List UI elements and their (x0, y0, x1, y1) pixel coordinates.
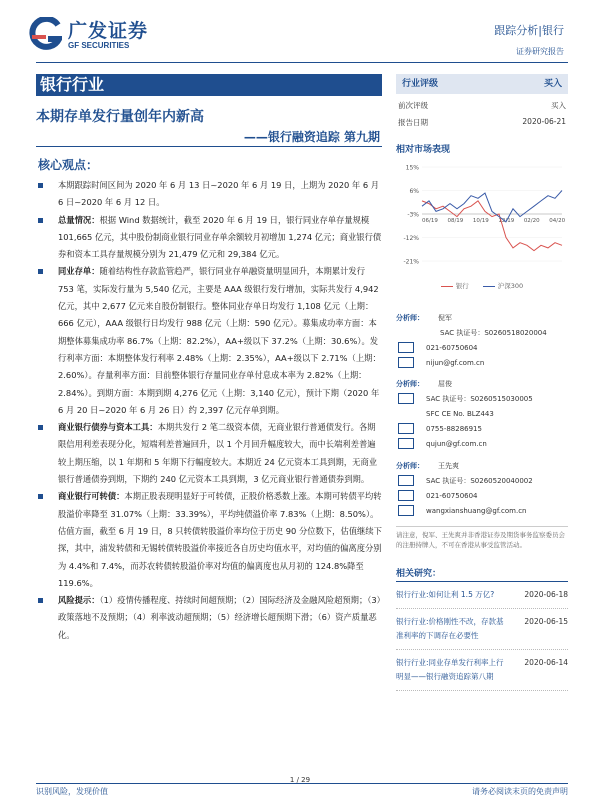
report-type: 跟踪分析|银行 (494, 24, 564, 37)
related-item-date: 2020-06-15 (524, 617, 568, 626)
report-title: 本期存单发行量创年内新高 (36, 109, 204, 125)
analyst-sac: SAC 执证号：S0260515030005 (426, 394, 533, 403)
y-tick-label: -21% (403, 258, 419, 266)
page-number: 1 / 29 (289, 776, 311, 784)
legend-label: 沪深300 (497, 282, 524, 290)
footer-slogan: 识别风险，发现价值 (36, 787, 108, 796)
key-points-heading: 核心观点： (38, 158, 99, 172)
legend-item-bank (441, 281, 469, 290)
related-title: 相关研究： (396, 566, 568, 582)
key-points-body (36, 177, 382, 644)
market-title: 相对市场表现 (396, 145, 451, 155)
page-header (0, 0, 600, 68)
analyst-cert: SFC CE No. BLZ443 (426, 409, 494, 418)
analyst-block (396, 376, 568, 451)
rating-bar (396, 74, 568, 94)
report-subtitle: 证券研究报告 (516, 47, 564, 56)
x-tick-label: 02/20 (523, 218, 540, 224)
prev-rating-value: 买入 (551, 101, 566, 110)
sidebar (396, 74, 568, 290)
report-series: ——银行融资追踪 第九期 (243, 130, 380, 144)
industry-banner: 银行行业 (36, 74, 382, 96)
email-icon (398, 357, 414, 368)
x-tick-label: 04/20 (549, 218, 566, 224)
header-divider (36, 62, 568, 63)
analyst-phone: 021-60750604 (426, 491, 478, 500)
paragraph (36, 419, 382, 488)
paragraph (36, 488, 382, 592)
x-tick-label: 06/19 (422, 218, 438, 224)
paragraph-text: 本期跟踪时间区间为 2020 年 6 月 13 日~2020 年 6 月 19 日，上期为 2020 年 6 月 6 日~2020 年 6 月 12 日。 (58, 180, 380, 208)
y-tick-label: 6% (409, 188, 419, 195)
analyst-name: 倪军 (438, 313, 452, 322)
related-item-title[interactable]: 银行行业:价格刚性不改，存款基准利率的下调存在必要性 (396, 617, 504, 640)
analyst-sac: SAC 执证号：S0260518020004 (440, 328, 547, 337)
report-date-label: 报告日期 (398, 118, 428, 127)
id-card-icon (398, 393, 414, 404)
related-item-title[interactable]: 银行行业:同业存单发行利率上行明显——银行融资追踪第八期 (396, 658, 504, 681)
bullet-icon (38, 425, 43, 430)
bullet-icon (38, 269, 43, 274)
footer-divider (36, 783, 568, 784)
paragraph (36, 177, 382, 212)
paragraph (36, 592, 382, 644)
paragraph-lead: 商业银行债券与资本工具： (58, 422, 158, 433)
footer-disclaimer: 请务必阅读末页的免责声明 (472, 787, 568, 796)
related-item[interactable] (396, 609, 568, 650)
gf-logo-icon (28, 17, 62, 51)
email-icon (398, 438, 414, 449)
y-tick-label: 15% (405, 164, 419, 172)
legend-item-hs300 (483, 281, 523, 290)
analyst-label: 分析师： (396, 461, 424, 470)
email-icon (398, 505, 414, 516)
gf-logo (28, 14, 168, 54)
related-item-date: 2020-06-14 (524, 658, 568, 667)
bullet-icon (38, 598, 43, 603)
prev-rating-label: 前次评级 (398, 101, 428, 110)
phone-icon (398, 423, 414, 434)
market-chart (396, 161, 568, 281)
analyst-block (396, 310, 568, 370)
rating-value: 买入 (543, 79, 562, 89)
analyst-phone: 0755-88286915 (426, 424, 482, 433)
related-research (396, 566, 568, 691)
paragraph-text: 本期共发行 2 笔二级资本债，无商业银行普通债发行。各期限信用利差表现分化，短端利差普遍回升，以 1 个月回升幅度较大，而中长端利差普遍较上期压缩，以 1 年期和 5 年期下行幅度较大。本期近 24 亿元资本工具到期，无商业银行普通债券到期，下期约 240 亿元资本工具到期，3 亿元商业银行普通债券到期。 (58, 422, 378, 485)
paragraph-lead: 总量情况： (58, 214, 100, 225)
phone-icon (398, 342, 414, 353)
x-tick-label: 08/19 (447, 218, 464, 224)
id-card-icon (398, 475, 414, 486)
paragraph-text: 本期正股表现明显好于可转债，正股价格悉数上涨。本期可转债平均转股溢价率降至 31.07%（上期：33.39%），平均纯债溢价率 7.83%（上期：8.50%）。估值方面，截至 6 月 19 日，8 只转债转股溢价率均位于历史 90 分位数下，估值继续下探，其中，浦发转债和无锡转债转股溢价率接近各自历史均值水平，对均值的偏离度分别为 4.4%和 7.4%，而苏农转债转股溢价率对均值的偏离度也从月初的 124.8%降至 119.6%。 (58, 491, 382, 588)
analyst-email[interactable]: qujun@gf.com.cn (426, 439, 487, 448)
x-tick-label: 12/19 (498, 218, 515, 224)
market-chart-svg (396, 161, 568, 271)
bullet-icon (38, 218, 43, 223)
y-tick-label: -3% (407, 211, 419, 219)
paragraph-lead: 同业存单： (58, 266, 100, 277)
bullet-icon (38, 494, 43, 499)
paragraph-text: 随着结构性存款监管趋严，银行同业存单融资量明显回升，本期累计发行 753 笔，实际发行量为 5,540 亿元，主要是 AAA 级银行发行增加，实际共发行 4,942 亿元，其中 2,677 亿元来自股份制银行。整体同业存单日均发行 1,108 亿元（上期：666 亿元），AAA 级银行日均发行 988 亿元（上期：590 亿元）。募集成功率方面：本期整体募集成功率 86.7%（上期：82.2%），AA+级以下 37.2%（上期：30.6%）。发行利率方面：本期整体发行利率 2.48%（上期：2.35%），AA+级以下 2.71%（上期：2.60%）。存量利率方面：目前整体银行存量同业存单付息成本率为 2.82%（上期：2.84%）。到期方面：本期到期 4,276 亿元（上期：3,140 亿元），预计下期（2020 年 6 月 20 日~2020 年 6 月 26 日）约 2,397 亿元存单到期。 (58, 266, 381, 415)
phone-icon (398, 490, 414, 501)
analyst-email[interactable]: nijun@gf.com.cn (426, 358, 485, 367)
paragraph (36, 212, 382, 264)
paragraph-text: 根据 Wind 数据统计，截至 2020 年 6 月 19 日，银行同业存单存量规模 101,665 亿元，其中股份制商业银行同业存单余额较月初增加 1,274 亿元；商业银行债券和资本工具存量规模分别为 21,479 亿元和 29,384 亿元。 (58, 214, 382, 260)
report-date-value: 2020-06-21 (522, 117, 566, 126)
paragraph-lead: 风险提示： (58, 595, 100, 606)
legend-label: 银行 (455, 282, 469, 290)
title-divider (36, 146, 382, 147)
page-footer (36, 786, 568, 797)
related-item-title[interactable]: 银行行业:如何让利 1.5 万亿? (396, 590, 495, 599)
paragraph-lead: 商业银行可转债： (58, 491, 125, 502)
logo-text-en: GF SECURITIES (68, 41, 130, 50)
chart-legend (396, 281, 568, 290)
analyst-label: 分析师： (396, 313, 424, 322)
bullet-icon (38, 183, 43, 188)
analyst-email[interactable]: wangxianshuang@gf.com.cn (426, 506, 527, 515)
analyst-name: 王先爽 (438, 461, 459, 470)
analyst-block (396, 458, 568, 518)
paragraph (36, 263, 382, 419)
rating-label: 行业评级 (402, 79, 439, 89)
y-tick-label: -12% (403, 235, 419, 242)
related-item[interactable] (396, 650, 568, 691)
related-item[interactable] (396, 582, 568, 609)
related-item-date: 2020-06-18 (524, 590, 568, 599)
x-tick-label: 10/19 (472, 218, 489, 224)
analyst-phone: 021-60750604 (426, 343, 478, 352)
analyst-name: 屈俊 (438, 379, 452, 388)
paragraph-text: （1）疫情传播程度、持续时间超预期；（2）国际经济及金融风险超预期；（3）政策落地不及预期；（4）利率波动超预期；（5）经济增长超预期下滑；（6）资产质量恶化。 (58, 595, 381, 640)
analyst-label: 分析师： (396, 379, 424, 388)
logo-text-cn: 广发证券 (68, 20, 149, 42)
analyst-note: 请注意，倪军、王先爽并非香港证券及期货事务监察委员会的注册持牌人，不可在香港从事受监管活动。 (396, 526, 568, 550)
analyst-sac: SAC 执证号：S0260520040002 (426, 476, 533, 485)
